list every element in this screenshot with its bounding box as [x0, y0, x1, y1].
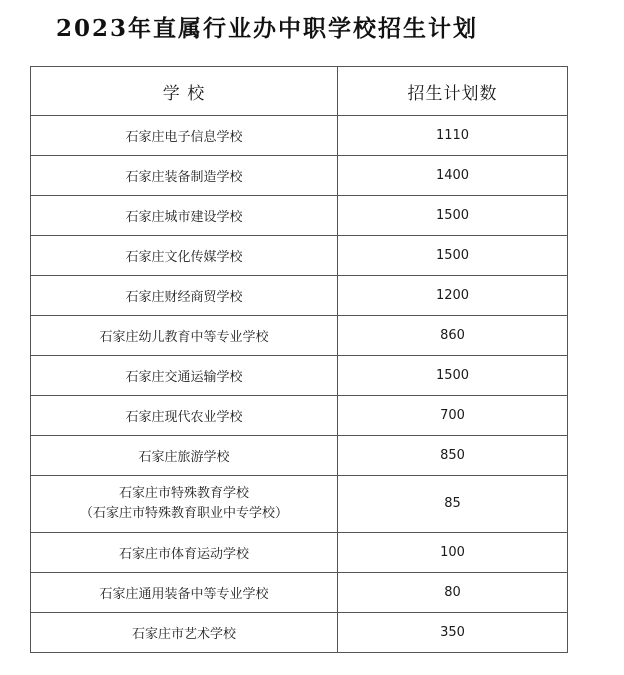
enrollment-count-cell: 100: [338, 533, 568, 573]
page-title: 2023年直属行业办中职学校招生计划: [56, 15, 479, 42]
table-row: [31, 156, 568, 196]
table-row: [31, 396, 568, 436]
table-row: [31, 476, 568, 533]
school-name-cell: 石家庄通用装备中等专业学校: [31, 573, 338, 613]
enrollment-count-cell: 860: [338, 316, 568, 356]
table-header-row: [31, 67, 568, 116]
enrollment-count-cell: 1400: [338, 156, 568, 196]
school-name-cell: 石家庄市艺术学校: [31, 613, 338, 653]
school-name-cell: 石家庄市特殊教育学校 （石家庄市特殊教育职业中专学校）: [31, 476, 338, 533]
table-row: [31, 276, 568, 316]
enrollment-count-cell: 1500: [338, 356, 568, 396]
table-row: [31, 316, 568, 356]
enrollment-count-cell: 350: [338, 613, 568, 653]
enrollment-count-cell: 80: [338, 573, 568, 613]
enrollment-count-cell: 85: [338, 476, 568, 533]
school-name-cell: 石家庄幼儿教育中等专业学校: [31, 316, 338, 356]
school-name-cell: 石家庄城市建设学校: [31, 196, 338, 236]
school-name-cell: 石家庄文化传媒学校: [31, 236, 338, 276]
enrollment-count-cell: 1110: [338, 116, 568, 156]
enrollment-count-cell: 850: [338, 436, 568, 476]
school-name-cell: 石家庄财经商贸学校: [31, 276, 338, 316]
enrollment-plan-table: [30, 66, 568, 653]
enrollment-count-cell: 1200: [338, 276, 568, 316]
table-row: [31, 116, 568, 156]
table-row: [31, 533, 568, 573]
enrollment-count-cell: 1500: [338, 236, 568, 276]
enrollment-count-cell: 1500: [338, 196, 568, 236]
table-row: [31, 196, 568, 236]
school-name-cell: 石家庄旅游学校: [31, 436, 338, 476]
table-row: [31, 356, 568, 396]
table-row: [31, 236, 568, 276]
column-header-school: 学 校: [31, 67, 338, 116]
table-row: [31, 573, 568, 613]
school-name-cell: 石家庄现代农业学校: [31, 396, 338, 436]
school-name-cell: 石家庄装备制造学校: [31, 156, 338, 196]
table-row: [31, 436, 568, 476]
school-name-cell: 石家庄市体育运动学校: [31, 533, 338, 573]
column-header-count: 招生计划数: [338, 67, 568, 116]
school-name-cell: 石家庄电子信息学校: [31, 116, 338, 156]
table-row: [31, 613, 568, 653]
school-name-cell: 石家庄交通运输学校: [31, 356, 338, 396]
enrollment-count-cell: 700: [338, 396, 568, 436]
